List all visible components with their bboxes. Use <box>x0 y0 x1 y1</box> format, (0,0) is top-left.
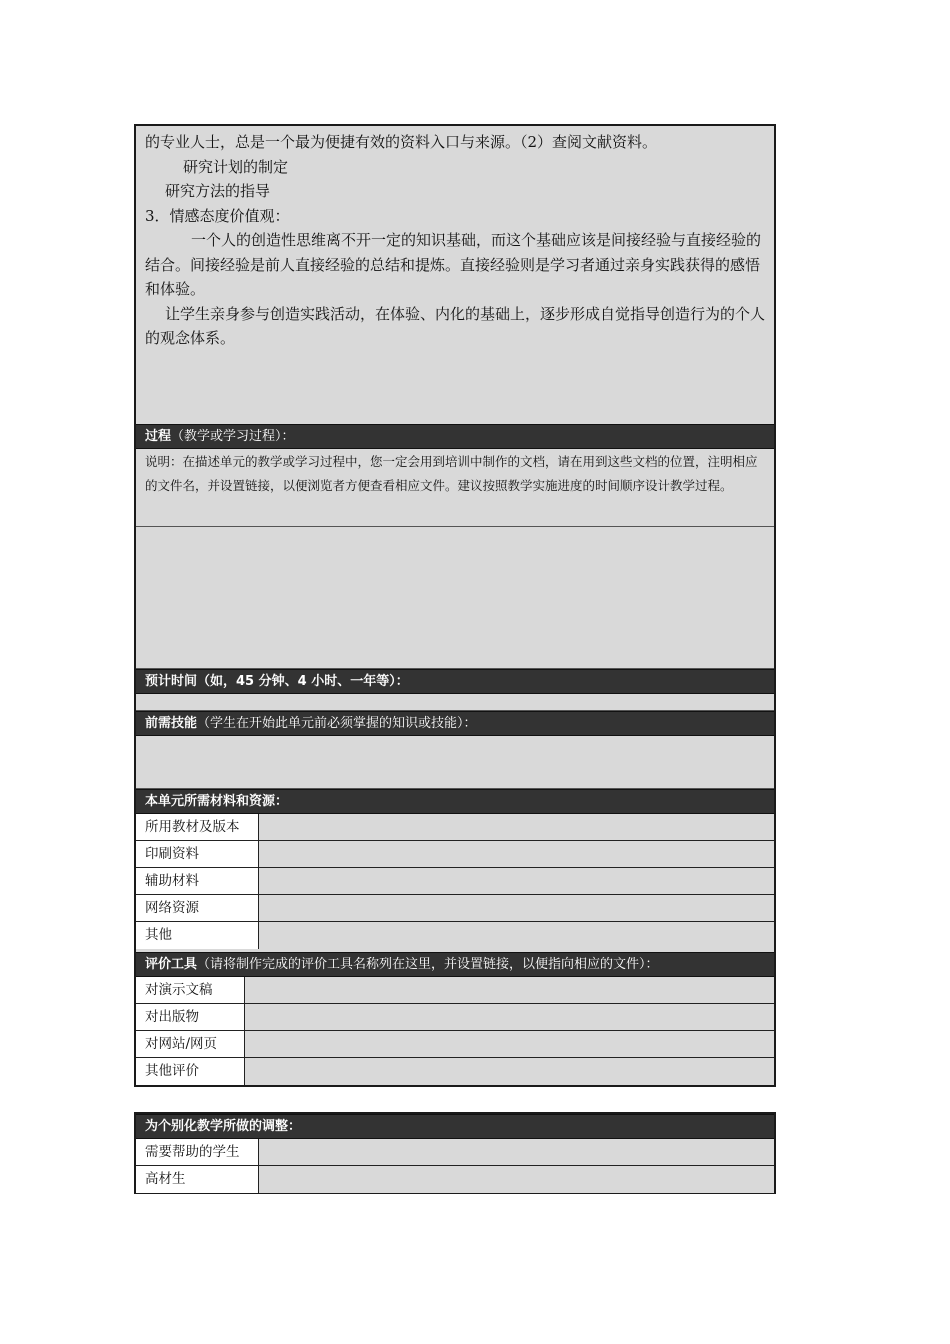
adjustment-grid <box>136 1139 774 1193</box>
evaluation-row <box>136 1031 774 1058</box>
materials-row <box>136 814 774 841</box>
adjustment-row-value[interactable] <box>259 1139 774 1165</box>
time-header <box>136 669 774 694</box>
materials-row-label: 其他 <box>136 922 259 949</box>
materials-row-value[interactable] <box>259 841 774 867</box>
evaluation-row-label: 对网站/网页 <box>136 1031 245 1057</box>
materials-row-value[interactable] <box>259 922 774 949</box>
objectives-paragraph: 一个人的创造性思维离不开一定的知识基础，而这个基础应该是间接经验与直接经验的结合。间接经验是前人直接经验的总结和提炼。直接经验则是学习者通过亲身实践获得的感悟和体验。 <box>145 231 762 298</box>
evaluation-row <box>136 977 774 1004</box>
materials-row-label: 辅助材料 <box>136 868 259 894</box>
evaluation-row-value[interactable] <box>245 1004 774 1030</box>
evaluation-subtitle: （请将制作完成的评价工具名称列在这里，并设置链接，以便指向相应的文件）： <box>197 957 659 972</box>
objectives-line: 研究方法的指导 <box>165 182 271 200</box>
objectives-line: 研究计划的制定 <box>183 157 289 176</box>
adjustment-title: 为个别化教学所做的调整： <box>145 1119 302 1134</box>
evaluation-header <box>136 952 774 977</box>
materials-row <box>136 922 774 949</box>
evaluation-row <box>136 1004 774 1031</box>
time-content-area[interactable] <box>136 694 774 711</box>
materials-row-value[interactable] <box>259 868 774 894</box>
adjustment-row-label: 需要帮助的学生 <box>136 1139 259 1165</box>
prereq-header <box>136 711 774 736</box>
materials-row-value[interactable] <box>259 895 774 921</box>
materials-grid <box>136 814 774 949</box>
objectives-line: 的专业人士，总是一个最为便捷有效的资料入口与来源。（2）查阅文献资料。 <box>145 133 658 151</box>
process-header <box>136 424 774 449</box>
evaluation-row-label: 对演示文稿 <box>136 977 245 1003</box>
materials-row-value[interactable] <box>259 814 774 840</box>
materials-row-label: 网络资源 <box>136 895 259 921</box>
materials-header <box>136 789 774 814</box>
materials-title: 本单元所需材料和资源： <box>145 794 289 809</box>
adjustment-header <box>136 1114 774 1139</box>
unit-plan-table <box>134 124 776 1087</box>
materials-row <box>136 868 774 895</box>
evaluation-row-label: 对出版物 <box>136 1004 245 1030</box>
prereq-content-area[interactable] <box>136 736 774 789</box>
objectives-paragraph: 让学生亲身参与创造实践活动，在体验、内化的基础上，逐步形成自觉指导创造行为的个人的观念体系。 <box>145 304 766 347</box>
adjustment-row <box>136 1166 774 1193</box>
process-title: 过程 <box>145 429 172 444</box>
objectives-heading: 3．情感态度价值观： <box>145 206 290 225</box>
adjustment-row-label: 高材生 <box>136 1166 259 1193</box>
materials-row <box>136 895 774 922</box>
process-content-area[interactable] <box>136 527 774 669</box>
adjustment-row-value[interactable] <box>259 1166 774 1193</box>
evaluation-grid <box>136 977 774 1085</box>
adjustment-row <box>136 1139 774 1166</box>
evaluation-row-value[interactable] <box>245 1058 774 1085</box>
materials-row-label: 印刷资料 <box>136 841 259 867</box>
adjustment-table <box>134 1112 776 1194</box>
evaluation-row-value[interactable] <box>245 1031 774 1057</box>
time-title: 预计时间（如，45 分钟、4 小时、一年等）： <box>145 674 409 689</box>
materials-row <box>136 841 774 868</box>
evaluation-row-value[interactable] <box>245 977 774 1003</box>
materials-row-label: 所用教材及版本 <box>136 814 259 840</box>
process-note: 说明：在描述单元的教学或学习过程中，您一定会用到培训中制作的文档，请在用到这些文档的位置，注明相应的文件名，并设置链接，以便浏览者方便查看相应文件。建议按照教学实施进度的时间顺序设计教学过程。 <box>136 449 774 527</box>
evaluation-row <box>136 1058 774 1085</box>
objectives-section <box>136 126 774 424</box>
evaluation-title: 评价工具 <box>145 957 198 972</box>
evaluation-row-label: 其他评价 <box>136 1058 245 1085</box>
process-subtitle: （教学或学习过程）： <box>171 429 295 444</box>
prereq-subtitle: （学生在开始此单元前必须掌握的知识或技能）： <box>197 716 477 731</box>
prereq-title: 前需技能 <box>145 716 198 731</box>
